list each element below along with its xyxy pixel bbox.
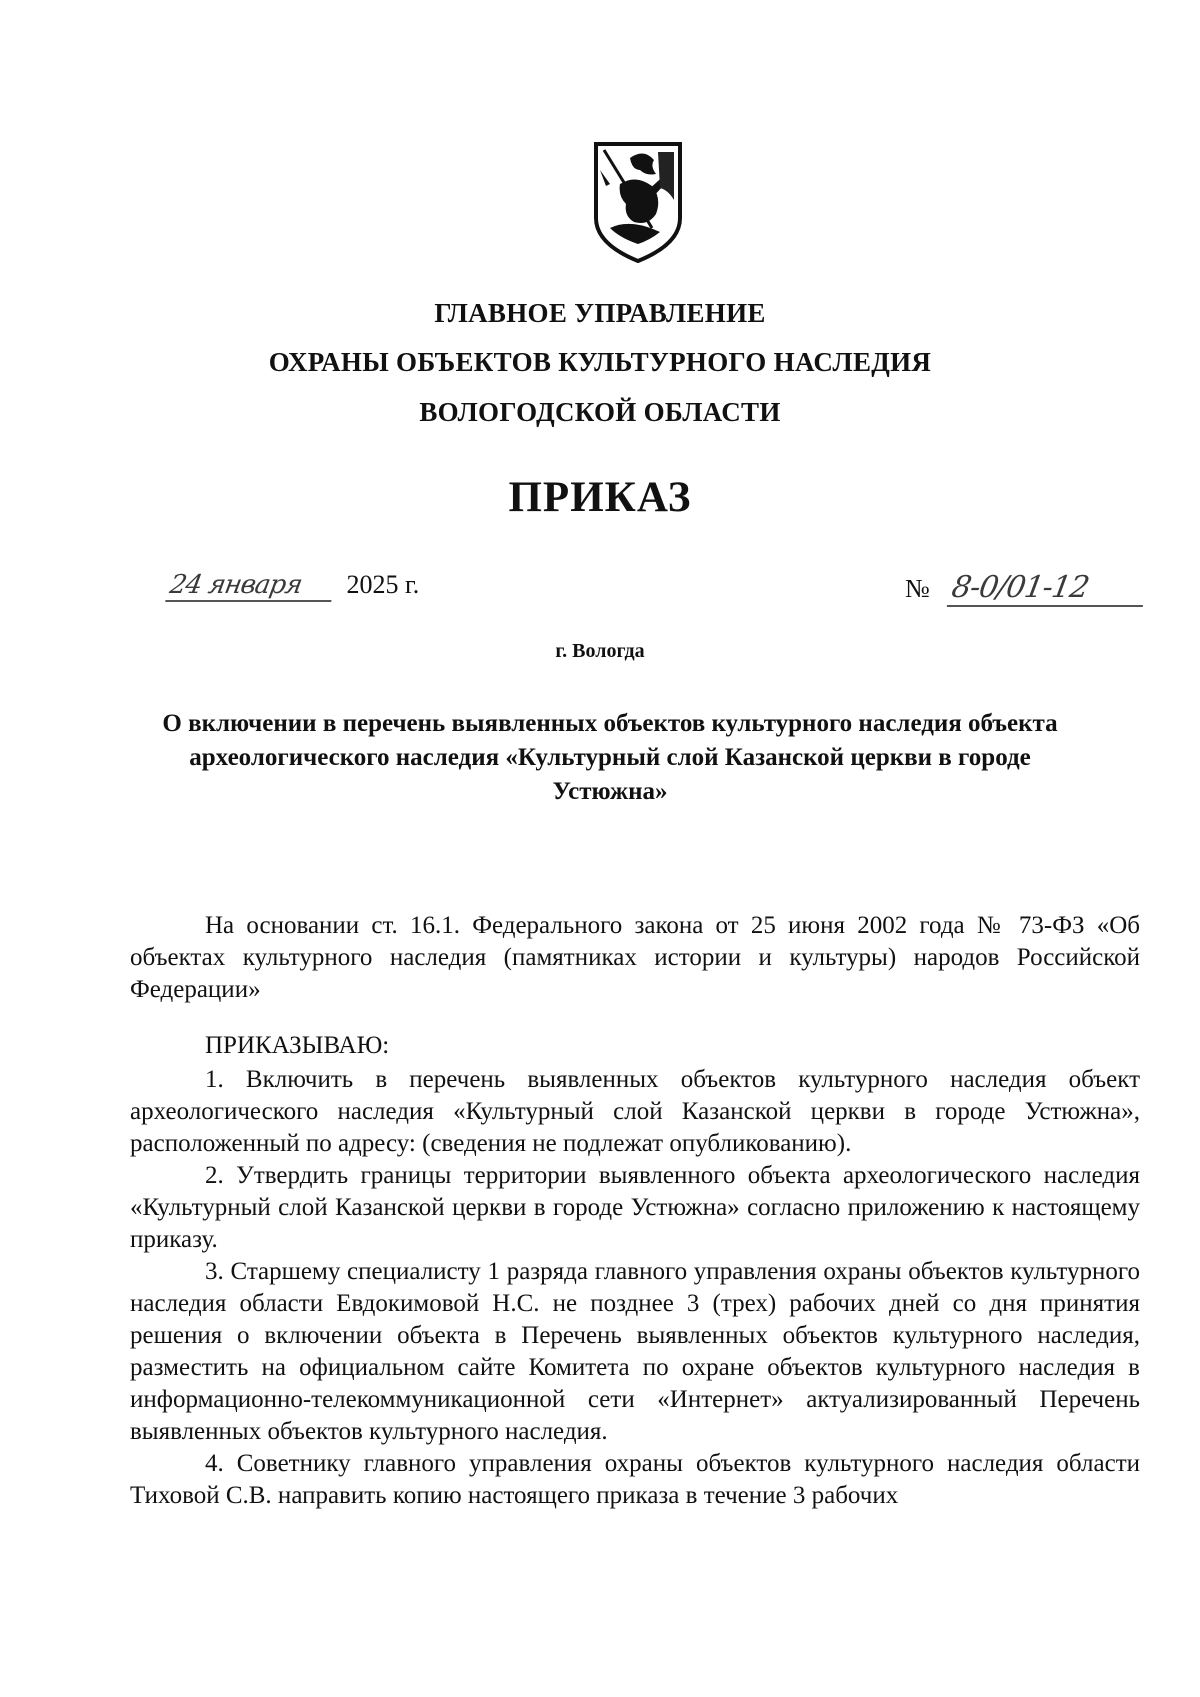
order-item-4: 4. Советнику главного управления охраны объектов культурного наследия области Тиховой С.В. направить копию настоящего приказа в течение 3 рабочих xyxy=(130,1450,1140,1509)
order-heading: ПРИКАЗЫВАЮ: xyxy=(205,1032,390,1059)
vologda-coat-of-arms-icon xyxy=(590,140,686,265)
header-line-1: ГЛАВНОЕ УПРАВЛЕНИЕ xyxy=(434,298,766,328)
order-year: 2025 г. xyxy=(346,570,420,599)
number-prefix: № xyxy=(905,574,930,603)
legal-basis xyxy=(130,910,1140,1006)
order-item-2: 2. Утвердить границы территории выявленного объекта археологического наследия «Культурный слой Казанской церкви в городе Устюжна» согласно приложению к настоящему приказу. xyxy=(130,1162,1140,1253)
document-type: ПРИКАЗ xyxy=(508,474,692,521)
handwritten-number: 8-0/01-12 xyxy=(947,570,1150,607)
basis-paragraph: На основании ст. 16.1. Федерального закона от 25 июня 2002 года № 73-ФЗ «Об объектах культурного наследия (памятниках истории и культуры) народов Российской Федерации» xyxy=(130,912,1140,1003)
header-line-3: ВОЛОГОДСКОЙ ОБЛАСТИ xyxy=(419,397,781,427)
order-item-3: 3. Старшему специалисту 1 разряда главного управления охраны объектов культурного наследия области Евдокимовой Н.С. не позднее 3 (трех) рабочих дней со дня принятия решения о включении объекта в Перечень выявленных объектов культурного наследия, разместить на официальном сайте Комитета по охране объектов культурного наследия в информационно-телекоммуникационной сети «Интернет» актуализированный Перечень выявленных объектов культурного наследия. xyxy=(130,1258,1140,1445)
handwritten-date: 24 января xyxy=(165,570,337,602)
order-number xyxy=(905,570,1146,607)
header-line-2: ОХРАНЫ ОБЪЕКТОВ КУЛЬТУРНОГО НАСЛЕДИЯ xyxy=(268,347,932,377)
order-section xyxy=(130,1030,1140,1512)
city: г. Вологда xyxy=(555,640,645,662)
order-item-1: 1. Включить в перечень выявленных объектов культурного наследия объект археологического наследия «Культурный слой Казанской церкви в городе Устюжна», расположенный по адресу: (сведения не подлежат опубликованию). xyxy=(130,1066,1140,1157)
order-date xyxy=(168,570,419,602)
order-subject: О включении в перечень выявленных объектов культурного наследия объекта археологического наследия «Культурный слой Казанской церкви в городе Устюжна» xyxy=(162,710,1058,805)
